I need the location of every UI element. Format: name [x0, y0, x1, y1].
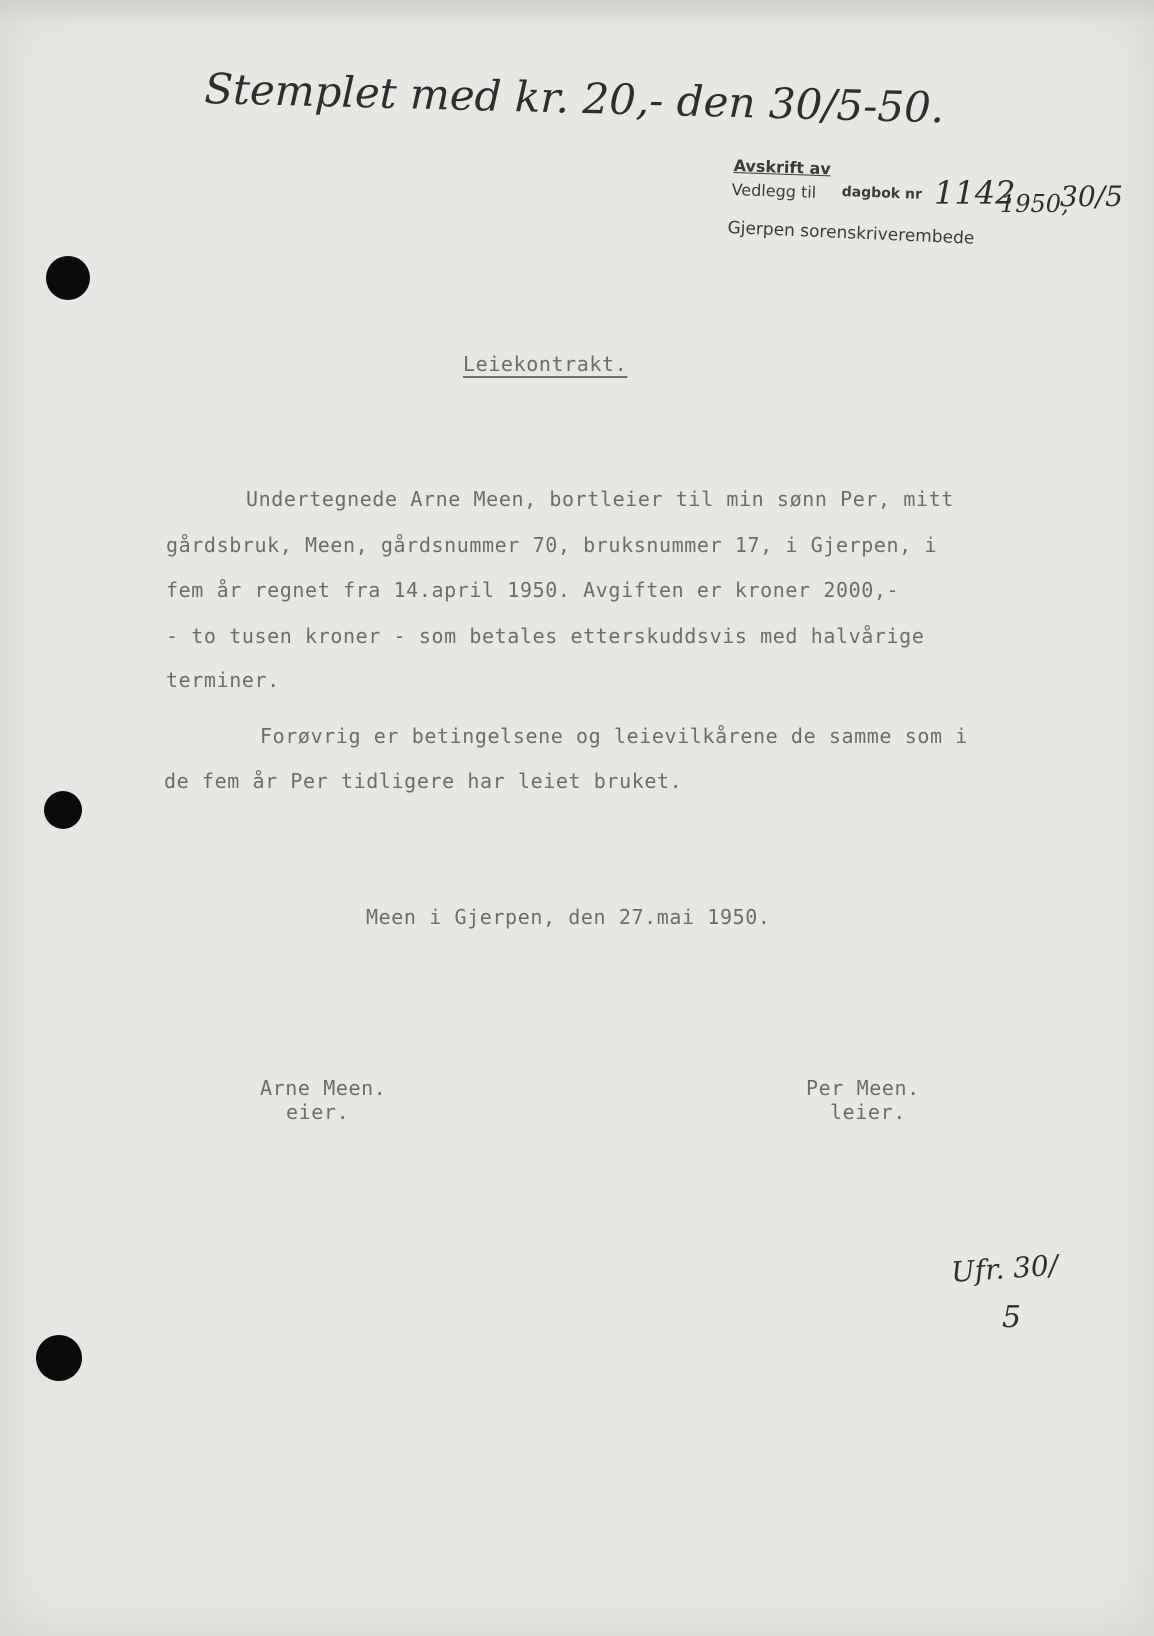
stamp-line-2-vedlegg: Vedlegg til — [731, 180, 817, 202]
place-date-line: Meen i Gjerpen, den 27.mai 1950. — [366, 905, 771, 929]
signature-left-name: Arne Meen. — [260, 1076, 387, 1100]
stamp-line-1: Avskrift av — [733, 156, 832, 179]
punch-hole-middle — [44, 791, 82, 829]
bottom-annotation-line-2: 5 — [1002, 1300, 1022, 1335]
bottom-annotation-line-1: Ufr. 30/ — [950, 1248, 1060, 1289]
stamp-entry-number: 1142 — [934, 174, 1016, 212]
page-top-edge — [0, 0, 1154, 22]
document-title: Leiekontrakt. — [463, 352, 628, 376]
stamp-line-3: Gjerpen sorenskriverembede — [727, 218, 975, 249]
paragraph-1-line-2: gårdsbruk, Meen, gårdsnummer 70, bruksnummer 17, i Gjerpen, i — [166, 533, 938, 557]
paragraph-1-line-1: Undertegnede Arne Meen, bortleier til min sønn Per, mitt — [246, 487, 954, 511]
paragraph-2-line-2: de fem år Per tidligere har leiet bruket. — [164, 769, 683, 793]
stamp-year: 1950, — [1000, 190, 1069, 218]
signature-right-name: Per Meen. — [806, 1076, 920, 1100]
paragraph-1-line-5: terminer. — [166, 668, 280, 692]
stamp-entry-date: 30/5 — [1060, 180, 1123, 213]
paragraph-2-line-1: Forøvrig er betingelsene og leievilkårene de samme som i — [260, 724, 968, 748]
signature-right-role: leier. — [830, 1100, 906, 1124]
signature-left-role: eier. — [286, 1100, 350, 1124]
handwritten-note: Stemplet med kr. 20,- den 30/5-50. — [203, 64, 945, 133]
paragraph-1-line-4: - to tusen kroner - som betales etterskuddsvis med halvårige — [166, 624, 925, 648]
punch-hole-top — [46, 256, 90, 300]
punch-hole-bottom — [36, 1335, 82, 1381]
stamp-line-2-dagbok: dagbok nr — [841, 184, 923, 203]
paragraph-1-line-3: fem år regnet fra 14.april 1950. Avgiften er kroner 2000,- — [166, 578, 900, 602]
